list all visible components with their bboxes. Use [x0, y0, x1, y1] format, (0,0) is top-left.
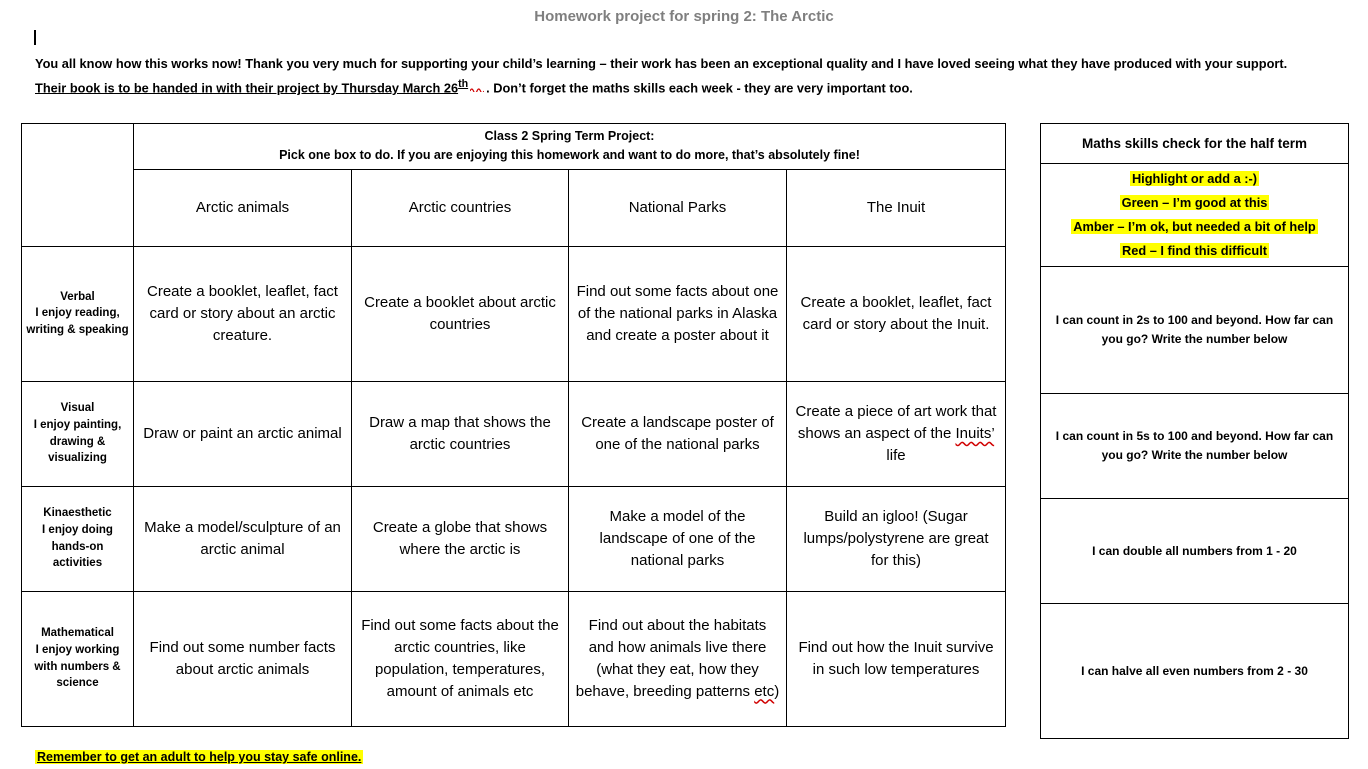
table-row-kinaesthetic	[22, 486, 1006, 591]
highlighted-text: Highlight or add a :-)	[1131, 171, 1258, 186]
online-safety-note	[35, 748, 363, 766]
row-header-verbal	[22, 246, 134, 381]
cell-visual-the-inuit	[787, 381, 1006, 486]
skill-count-in-2s: I can count in 2s to 100 and beyond. How far can you go? Write the number below	[1041, 267, 1349, 394]
table-row-mathematical	[22, 591, 1006, 726]
cell-verbal-national-parks: Find out some facts about one of the national parks in Alaska and create a poster about it	[569, 246, 787, 381]
misspelled-word: Inuits’	[955, 424, 995, 442]
maths-skill-row-double	[1041, 499, 1349, 604]
skill-halve-numbers: I can halve all even numbers from 2 - 30	[1041, 604, 1349, 739]
column-header-the-inuit: The Inuit	[787, 169, 1006, 246]
spellcheck-squiggle-icon	[470, 76, 484, 99]
highlighted-text: Green – I’m good at this	[1121, 195, 1268, 210]
row-header-kinaesthetic	[22, 486, 134, 591]
maths-key-cell	[1041, 164, 1349, 267]
maths-header-row	[1041, 124, 1349, 164]
page-title: Homework project for spring 2: The Arctic	[534, 8, 834, 25]
corner-cell	[22, 124, 134, 247]
maths-skill-row-halve	[1041, 604, 1349, 739]
maths-skill-row-count-5s	[1041, 394, 1349, 499]
highlighted-text: Amber – I’m ok, but needed a bit of help	[1073, 219, 1316, 234]
row-header-desc: I enjoy working with numbers & science	[34, 644, 121, 690]
table-row-visual	[22, 381, 1006, 486]
cell-visual-national-parks: Create a landscape poster of one of the national parks	[569, 381, 787, 486]
row-header-title: Mathematical	[41, 627, 114, 640]
skill-double-numbers: I can double all numbers from 1 - 20	[1041, 499, 1349, 604]
row-header-desc: I enjoy reading, writing & speaking	[26, 307, 129, 337]
cell-kinaesthetic-national-parks: Make a model of the landscape of one of the national parks	[569, 486, 787, 591]
cell-mathematical-arctic-countries: Find out some facts about the arctic countries, like population, temperatures, amount of animals etc	[352, 591, 569, 726]
maths-skill-row-count-2s	[1041, 267, 1349, 394]
project-header-line-1: Class 2 Spring Term Project:	[484, 129, 655, 143]
key-line-green	[1047, 191, 1342, 215]
cell-text: life	[886, 446, 906, 464]
cell-mathematical-arctic-animals: Find out some number facts about arctic animals	[134, 591, 352, 726]
cell-visual-arctic-animals: Draw or paint an arctic animal	[134, 381, 352, 486]
key-line-amber	[1047, 215, 1342, 239]
intro-line-1: You all know how this works now! Thank you very much for supporting your child’s learning – their work has been an exceptional quality and I have loved seeing what they have produced with your support.	[35, 56, 1288, 71]
cell-text: Create a piece of art work that shows an aspect of the	[795, 403, 997, 442]
text-cursor	[34, 30, 36, 45]
ordinal-suffix: th	[458, 78, 469, 91]
project-table	[21, 123, 1006, 727]
cell-kinaesthetic-arctic-animals: Make a model/sculpture of an arctic animal	[134, 486, 352, 591]
maths-skills-table	[1040, 123, 1349, 739]
skill-count-in-5s: I can count in 5s to 100 and beyond. How far can you go? Write the number below	[1041, 394, 1349, 499]
intro-line-2	[35, 75, 1347, 99]
cell-mathematical-the-inuit: Find out how the Inuit survive in such low temperatures	[787, 591, 1006, 726]
column-header-national-parks: National Parks	[569, 169, 787, 246]
project-header-row	[22, 124, 1006, 170]
table-row-verbal	[22, 246, 1006, 381]
cell-text: Find out about the habitats and how animals live there (what they eat, how they behave, breeding patterns	[575, 617, 767, 700]
highlighted-text: Remember to get an adult to help you stay safe online.	[37, 750, 362, 764]
row-header-title: Visual	[60, 402, 95, 415]
maths-key-row	[1041, 164, 1349, 267]
row-header-mathematical	[22, 591, 134, 726]
row-header-title: Verbal	[60, 290, 95, 303]
cell-kinaesthetic-the-inuit: Build an igloo! (Sugar lumps/polystyrene are great for this)	[787, 486, 1006, 591]
intro-line-2-rest: . Don’t forget the maths skills each week - they are very important too.	[486, 80, 913, 96]
row-header-visual	[22, 381, 134, 486]
column-header-arctic-countries: Arctic countries	[352, 169, 569, 246]
column-header-arctic-animals: Arctic animals	[134, 169, 352, 246]
row-header-title: Kinaesthetic	[43, 507, 112, 520]
project-header-cell	[134, 124, 1006, 170]
misspelled-word: etc	[754, 682, 775, 700]
row-header-desc: I enjoy painting, drawing & visualizing	[33, 419, 122, 465]
cell-verbal-arctic-countries: Create a booklet about arctic countries	[352, 246, 569, 381]
cell-visual-arctic-countries: Draw a map that shows the arctic countries	[352, 381, 569, 486]
intro-paragraph	[35, 52, 1347, 99]
column-header-row	[22, 169, 1006, 246]
due-date-text: Their book is to be handed in with their project by Thursday March 26	[35, 80, 459, 96]
row-header-desc: I enjoy doing hands-on activities	[42, 524, 113, 570]
cell-verbal-the-inuit: Create a booklet, leaflet, fact card or story about the Inuit.	[787, 246, 1006, 381]
cell-kinaesthetic-arctic-countries: Create a globe that shows where the arctic is	[352, 486, 569, 591]
key-line-highlight	[1047, 167, 1342, 191]
cell-verbal-arctic-animals: Create a booklet, leaflet, fact card or story about an arctic creature.	[134, 246, 352, 381]
maths-table-header: Maths skills check for the half term	[1041, 124, 1349, 164]
project-header-line-2: Pick one box to do. If you are enjoying this homework and want to do more, that’s absolutely fine!	[279, 148, 860, 163]
cell-text: )	[774, 682, 780, 700]
cell-mathematical-national-parks	[569, 591, 787, 726]
key-line-red	[1047, 239, 1342, 263]
highlighted-text: Red – I find this difficult	[1121, 243, 1268, 258]
